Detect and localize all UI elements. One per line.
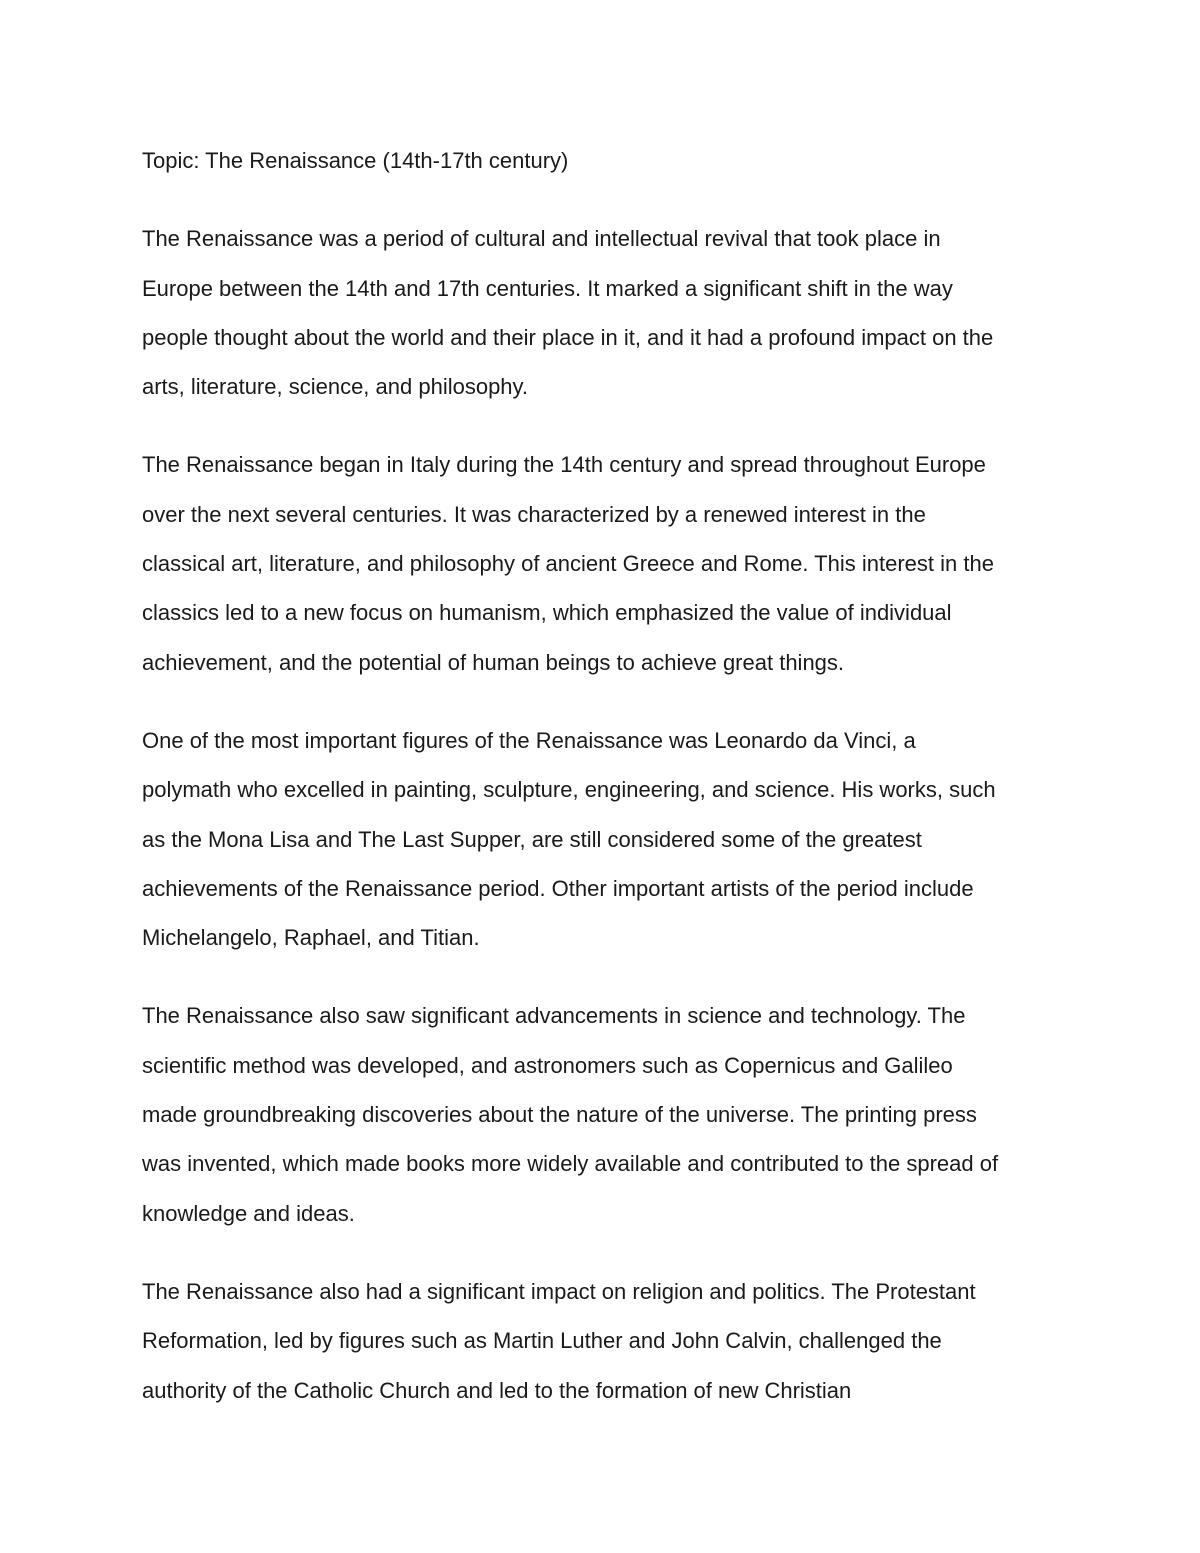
paragraph-line: people thought about the world and their place in it, and it had a profound impact on the [142, 324, 994, 350]
paragraph-line: Europe between the 14th and 17th centuries. It marked a significant shift in the way [142, 275, 953, 301]
paragraph-line: One of the most important figures of the Renaissance was Leonardo da Vinci, a [142, 727, 916, 753]
paragraph-line: over the next several centuries. It was characterized by a renewed interest in the [142, 501, 926, 527]
paragraph-religion [142, 1267, 1072, 1415]
topic-heading: Topic: The Renaissance (14th-17th century) [142, 148, 569, 173]
paragraph-line: The Renaissance began in Italy during the 14th century and spread throughout Europe [142, 452, 986, 478]
paragraph-line: Reformation, led by figures such as Martin Luther and John Calvin, challenged the [142, 1328, 942, 1354]
paragraph-line: authority of the Catholic Church and led to the formation of new Christian [142, 1377, 852, 1403]
paragraph-line: as the Mona Lisa and The Last Supper, are still considered some of the greatest [142, 826, 922, 852]
paragraph-line: classical art, literature, and philosophy of ancient Greece and Rome. This interest in the [142, 551, 994, 577]
paragraph-line: classics led to a new focus on humanism, which emphasized the value of individual [142, 600, 952, 626]
paragraph-line: The Renaissance also had a significant impact on religion and politics. The Protestant [142, 1278, 976, 1304]
paragraph-line: made groundbreaking discoveries about the nature of the universe. The printing press [142, 1102, 977, 1128]
paragraph-line: Michelangelo, Raphael, and Titian. [142, 925, 480, 951]
paragraph-intro [142, 214, 1072, 411]
paragraph-origins [142, 440, 1072, 686]
document-body [142, 136, 1072, 1444]
paragraph-science [142, 991, 1072, 1237]
paragraph-line: knowledge and ideas. [142, 1200, 355, 1226]
paragraph-line: achievements of the Renaissance period. Other important artists of the period include [142, 875, 974, 901]
paragraph-line: The Renaissance also saw significant advancements in science and technology. The [142, 1003, 966, 1029]
paragraph-figures [142, 716, 1072, 962]
paragraph-line: The Renaissance was a period of cultural and intellectual revival that took place in [142, 226, 941, 252]
paragraph-line: scientific method was developed, and astronomers such as Copernicus and Galileo [142, 1052, 953, 1078]
paragraph-line: achievement, and the potential of human beings to achieve great things. [142, 649, 845, 675]
paragraph-line: arts, literature, science, and philosophy. [142, 374, 529, 400]
paragraph-line: was invented, which made books more widely available and contributed to the spread of [142, 1151, 999, 1177]
paragraph-line: polymath who excelled in painting, sculpture, engineering, and science. His works, such [142, 777, 996, 803]
